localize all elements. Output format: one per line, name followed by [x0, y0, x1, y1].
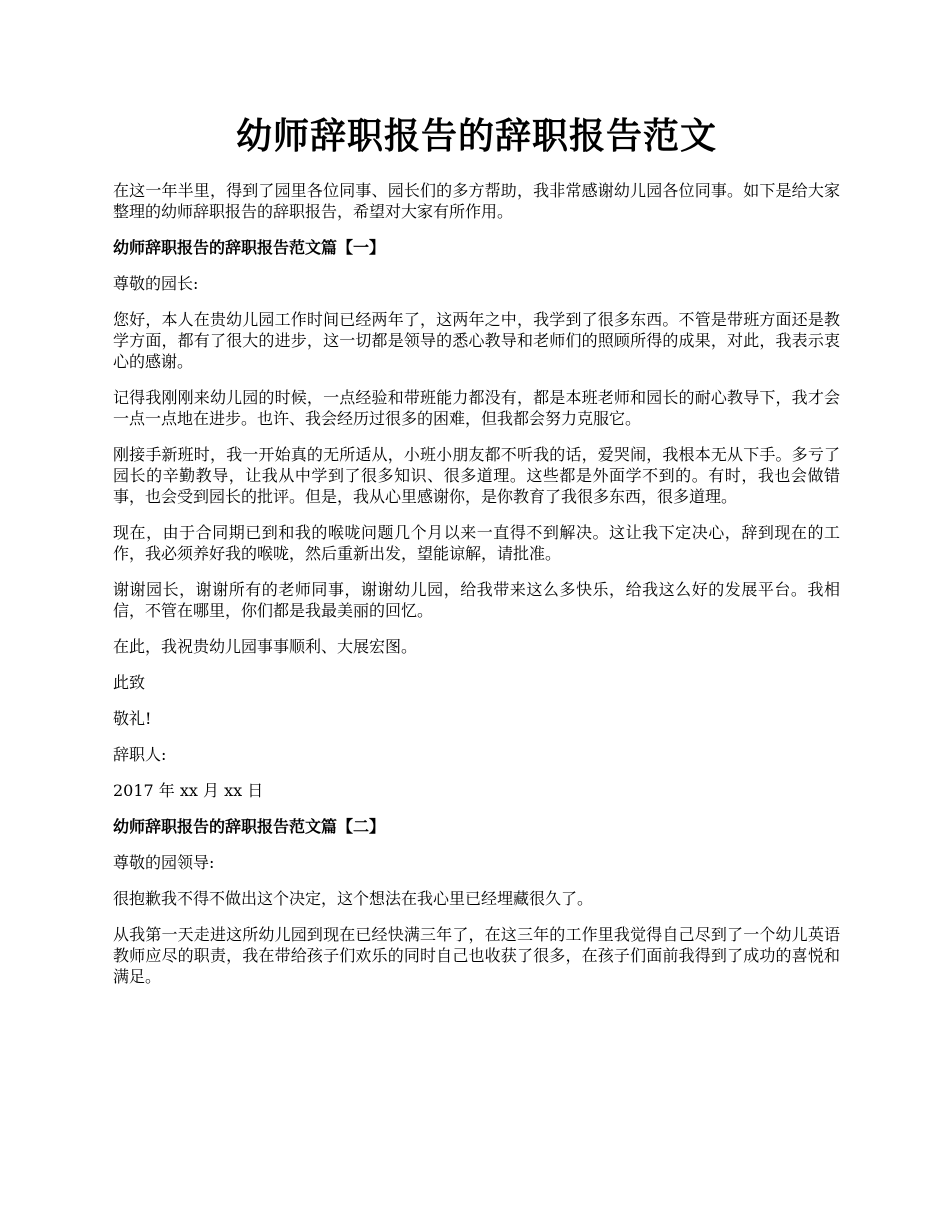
- intro-paragraph: 在这一年半里，得到了园里各位同事、园长们的多方帮助，我非常感谢幼儿园各位同事。如下是给大家整理的幼师辞职报告的辞职报告，希望对大家有所作用。: [113, 181, 840, 221]
- section-1-regards: 敬礼!: [113, 709, 152, 728]
- section-1-paragraph: 刚接手新班时，我一开始真的无所适从，小班小朋友都不听我的话，爱哭闹，我根本无从下手。多亏了园长的辛勤教导，让我从中学到了很多知识、很多道理。这些都是外面学不到的。有时，我也会做错事，也会受到园长的批评。但是，我从心里感谢你，是你教育了我很多东西，很多道理。: [113, 445, 840, 506]
- section-1-signer: 辞职人:: [113, 745, 167, 764]
- section-1-heading: 幼师辞职报告的辞职报告范文篇【一】: [113, 238, 386, 257]
- section-1-paragraph: 谢谢园长，谢谢所有的老师同事，谢谢幼儿园，给我带来这么多快乐，给我这么好的发展平台。我相信，不管在哪里，你们都是我最美丽的回忆。: [113, 580, 840, 620]
- section-2-paragraph: 从我第一天走进这所幼儿园到现在已经快满三年了，在这三年的工作里我觉得自己尽到了一个幼儿英语教师应尽的职责，我在带给孩子们欢乐的同时自己也收获了很多，在孩子们面前我得到了成功的喜悦和满足。: [113, 925, 840, 986]
- document-page: [113, 0, 840, 987]
- section-1-closing: 此致: [113, 673, 146, 692]
- section-1-paragraph: 您好，本人在贵幼儿园工作时间已经两年了，这两年之中，我学到了很多东西。不管是带班方面还是教学方面，都有了很大的进步，这一切都是领导的悉心教导和老师们的照顾所得的成果，对此，我表示衷心的感谢。: [113, 310, 840, 371]
- section-2-heading: 幼师辞职报告的辞职报告范文篇【二】: [113, 817, 386, 836]
- section-1-date: 2017 年 xx 月 xx 日: [113, 781, 264, 800]
- section-1-paragraph: 在此，我祝贵幼儿园事事顺利、大展宏图。: [113, 637, 418, 656]
- section-1-paragraph: 现在，由于合同期已到和我的喉咙问题几个月以来一直得不到解决。这让我下定决心，辞到现在的工作，我必须养好我的喉咙，然后重新出发，望能谅解，请批准。: [113, 523, 840, 563]
- section-1-paragraph: 记得我刚刚来幼儿园的时候，一点经验和带班能力都没有，都是本班老师和园长的耐心教导下，我才会一点一点地在进步。也许、我会经历过很多的困难，但我都会努力克服它。: [113, 388, 840, 428]
- section-2-salutation: 尊敬的园领导:: [113, 853, 215, 872]
- section-1-salutation: 尊敬的园长:: [113, 274, 199, 293]
- section-2-paragraph: 很抱歉我不得不做出这个决定，这个想法在我心里已经埋藏很久了。: [113, 889, 594, 908]
- document-title: 幼师辞职报告的辞职报告范文: [235, 115, 717, 157]
